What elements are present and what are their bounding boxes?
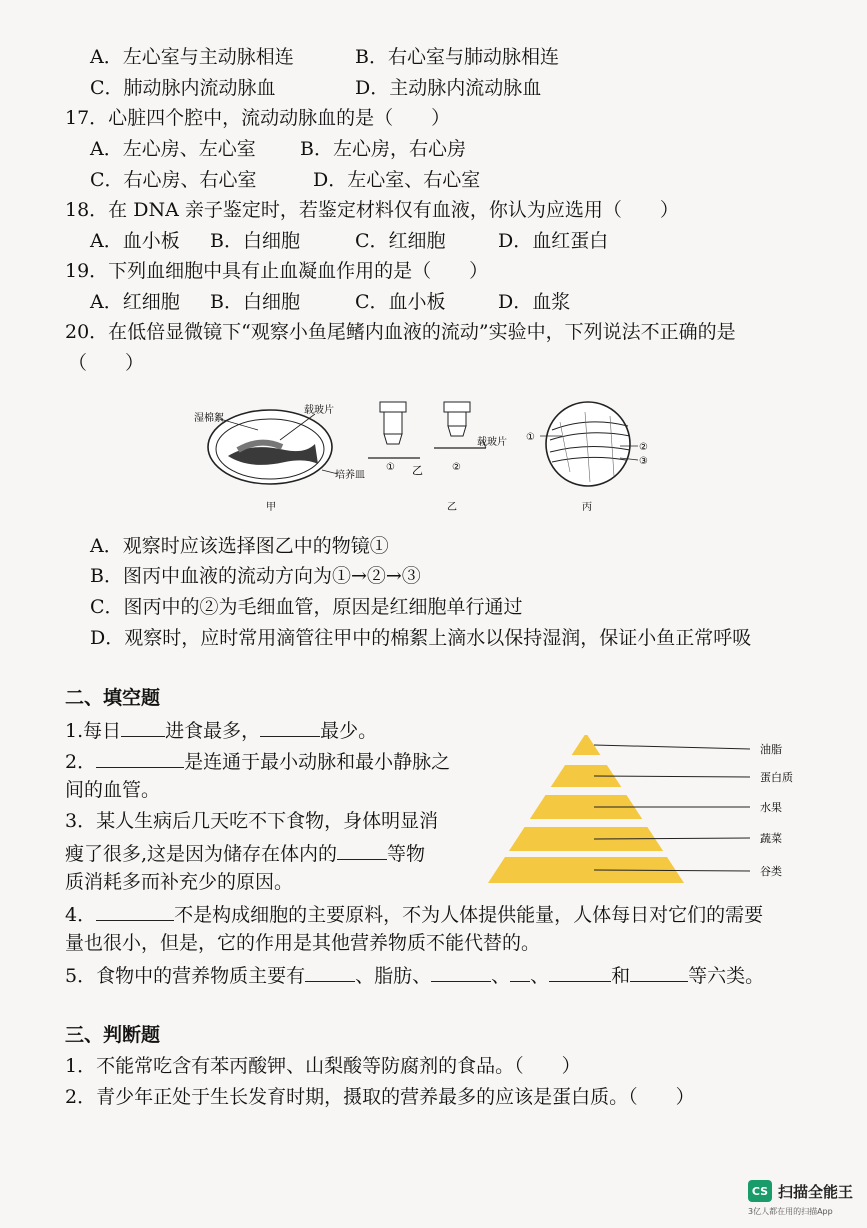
q18-option-a: A．血小板 bbox=[90, 230, 180, 252]
fill-2 bbox=[65, 748, 450, 774]
fill-3-line1: 3．某人生病后几天吃不下食物，身体明显消 bbox=[65, 810, 439, 832]
blank bbox=[121, 717, 165, 737]
scanner-tagline: 3亿人都在用的扫描App bbox=[748, 1207, 833, 1216]
q17-option-c: C．右心房、右心室 bbox=[90, 169, 257, 191]
fill-5-text-c: 、 bbox=[491, 965, 511, 987]
judge-2: 2．青少年正处于生长发育时期，摄取的营养最多的应该是蛋白质。（ ） bbox=[65, 1086, 695, 1108]
objective-lenses-figure bbox=[368, 402, 486, 458]
fill-2-cont: 间的血管。 bbox=[65, 779, 161, 801]
q17-option-b: B．左心房，右心房 bbox=[300, 138, 466, 160]
fill-5-text-a: 5．食物中的营养物质主要有 bbox=[65, 965, 306, 987]
fill-5-text-d: 、 bbox=[530, 965, 550, 987]
q16-option-b: B．右心室与肺动脉相连 bbox=[355, 46, 559, 68]
fill-4-cont: 量也很小，但是，它的作用是其他营养物质不能代替的。 bbox=[65, 932, 541, 954]
q20-stem: 20．在低倍显微镜下“观察小鱼尾鳍内血液的流动”实验中，下列说法不正确的是 bbox=[65, 321, 736, 343]
blank bbox=[337, 840, 387, 860]
q19-option-a: A．红细胞 bbox=[90, 291, 180, 313]
field-of-view-figure bbox=[540, 402, 638, 486]
fill-3-text-c: 等物 bbox=[387, 843, 426, 865]
label-wet-cotton: 湿棉絮 bbox=[194, 413, 224, 424]
label-jia: 甲 bbox=[266, 502, 276, 513]
label-slide: 载玻片 bbox=[304, 405, 334, 416]
fill-5-text-e: 和 bbox=[611, 965, 631, 987]
q20-option-b: B．图丙中血液的流动方向为①→②→③ bbox=[90, 565, 421, 587]
fill-5-text-f: 等六类。 bbox=[688, 965, 765, 987]
pyramid-label-protein: 蛋白质 bbox=[760, 771, 793, 784]
label-slide2: 载玻片 bbox=[477, 437, 507, 448]
label-n2-bing: ② bbox=[639, 442, 648, 453]
q16-option-a: A．左心室与主动脉相连 bbox=[90, 46, 294, 68]
fill-3-line2 bbox=[65, 840, 425, 866]
label-bing: 丙 bbox=[582, 502, 592, 513]
petri-dish-figure bbox=[208, 410, 338, 484]
fill-4-text-a: 4． bbox=[65, 904, 97, 926]
q18-option-c: C．红细胞 bbox=[355, 230, 446, 252]
scanner-app-name: 扫描全能王 bbox=[778, 1182, 854, 1201]
fill-3-text-b: 瘦了很多,这是因为储存在体内的 bbox=[65, 843, 338, 865]
label-n1-bing: ① bbox=[526, 432, 535, 443]
pyramid-bands bbox=[488, 735, 684, 883]
section-judge-title: 三、判断题 bbox=[65, 1024, 161, 1046]
blank bbox=[431, 962, 491, 982]
q17-stem: 17．心脏四个腔中，流动动脉血的是（ ） bbox=[65, 107, 451, 129]
fill-5 bbox=[65, 962, 764, 988]
scanner-watermark bbox=[748, 1180, 853, 1202]
pyramid-label-grain: 谷类 bbox=[760, 865, 782, 878]
fill-3-line3: 质消耗多而补充少的原因。 bbox=[65, 871, 294, 893]
pyramid-leader-oil bbox=[594, 745, 750, 749]
section-fill-in-title: 二、填空题 bbox=[65, 687, 161, 709]
judge-1: 1．不能常吃含有苯丙酸钾、山梨酸等防腐剂的食品。（ ） bbox=[65, 1055, 581, 1077]
pyramid-leader-protein bbox=[594, 776, 750, 777]
fill-2-text-a: 2． bbox=[65, 751, 97, 773]
q19-option-c: C．血小板 bbox=[355, 291, 446, 313]
fill-4 bbox=[65, 901, 763, 927]
blank bbox=[510, 962, 530, 982]
q19-stem: 19．下列血细胞中具有止血凝血作用的是（ ） bbox=[65, 260, 489, 282]
q20-option-c: C．图丙中的②为毛细血管，原因是红细胞单行通过 bbox=[90, 596, 523, 618]
q18-option-d: D．血红蛋白 bbox=[498, 230, 609, 252]
label-n1-yi: ① bbox=[386, 462, 395, 473]
q20-option-d: D．观察时，应时常用滴管往甲中的棉絮上滴水以保持湿润，保证小鱼正常呼吸 bbox=[90, 627, 752, 649]
blank bbox=[630, 962, 688, 982]
pyramid-label-vegetable: 蔬菜 bbox=[760, 832, 782, 845]
q17-option-d: D．左心室、右心室 bbox=[313, 169, 481, 191]
blank bbox=[305, 962, 355, 982]
pyramid-label-oil: 油脂 bbox=[760, 743, 782, 756]
q16-option-c: C．肺动脉内流动脉血 bbox=[90, 77, 276, 99]
q17-option-a: A．左心房、左心室 bbox=[90, 138, 256, 160]
fill-4-text-b: 不是构成细胞的主要原料，不为人体提供能量，人体每日对它们的需要 bbox=[174, 904, 764, 926]
blank bbox=[549, 962, 611, 982]
label-dish: 培养皿 bbox=[335, 470, 365, 481]
blank bbox=[96, 748, 184, 768]
pyramid-label-fruit: 水果 bbox=[760, 801, 782, 814]
q20-paren: （ ） bbox=[68, 352, 145, 374]
food-pyramid bbox=[488, 733, 808, 888]
q18-option-b: B．白细胞 bbox=[210, 230, 300, 252]
q20-option-a: A．观察时应该选择图乙中的物镜① bbox=[90, 535, 389, 557]
q18-stem: 18．在 DNA 亲子鉴定时，若鉴定材料仅有血液，你认为应选用（ ） bbox=[65, 199, 679, 221]
fill-5-text-b: 、脂肪、 bbox=[355, 965, 432, 987]
fill-1-text-a: 1.每日 bbox=[65, 720, 122, 742]
label-n2-yi: ② bbox=[452, 462, 461, 473]
label-yi-small: 乙 bbox=[412, 464, 423, 477]
fill-2-text-b: 是连通于最小动脉和最小静脉之 bbox=[184, 751, 451, 773]
q19-option-b: B．白细胞 bbox=[210, 291, 300, 313]
blank bbox=[96, 901, 174, 921]
blank bbox=[260, 717, 320, 737]
label-yi: 乙 bbox=[447, 502, 457, 513]
label-n3-bing: ③ bbox=[639, 456, 648, 467]
fill-1-text-b: 进食最多， bbox=[165, 720, 261, 742]
experiment-figure bbox=[190, 392, 650, 522]
scanner-logo-icon: CS bbox=[748, 1180, 772, 1202]
q16-option-d: D．主动脉内流动脉血 bbox=[355, 77, 542, 99]
fill-1 bbox=[65, 717, 377, 743]
fill-1-text-c: 最少。 bbox=[320, 720, 378, 742]
q19-option-d: D．血浆 bbox=[498, 291, 571, 313]
